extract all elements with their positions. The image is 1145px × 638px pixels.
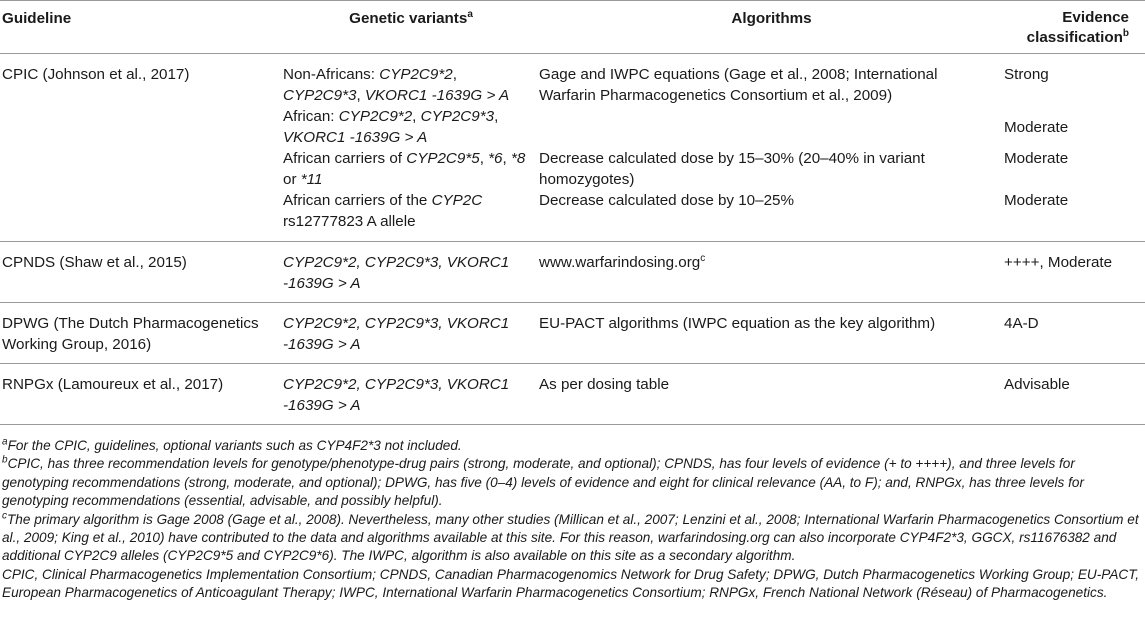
footnote-b: $^b$CPIC, has three recommendation levels for genotype/phenotype-drug pairs (strong, moderate, and optional); CPNDS, has four levels of evidence (+ to ++++), and three levels for genotyping recommendations (strong, moderate, and optional); DPWG, has five (0–4) levels of evidence and eight for clinical relevance (AA, to F); and, RNPGx, has three levels for genotyping recommendations (essential, advisable, and possibly helpful). bbox=[2, 454, 1084, 509]
rnpgx-guideline: RNPGx (Lamoureux et al., 2017) bbox=[0, 364, 283, 425]
footnote-abbreviations: CPIC, Clinical Pharmacogenetics Implementation Consortium; CPNDS, Canadian Pharmacogenomics Network for Drug Safety; DPWG, Dutch Pharmacogenetics Working Group; EU-PACT, European Pharmacogenetics of Anticoagulant Therapy; IWPC, International Warfarin Pharmacogenetics Consortium; RNPGx, French National Network (Réseau) of Pharmacogenetics. bbox=[2, 566, 1140, 601]
table-row bbox=[0, 106, 1145, 148]
cpnds-variants: CYP2C9*2, CYP2C9*3, VKORC1 -1639G > A bbox=[283, 242, 539, 303]
table-row bbox=[0, 242, 1145, 303]
header-evidence: Evidence classification$^b$ bbox=[1004, 1, 1145, 54]
cpic-variants-3: African carriers of CYP2C9*5, *6, *8 or *11 bbox=[283, 150, 526, 188]
cpic-guideline: CPIC (Johnson et al., 2017) bbox=[2, 66, 190, 83]
cpic-evidence-2: Moderate bbox=[1004, 118, 1069, 136]
cpic-evidence-4: Moderate bbox=[1004, 190, 1145, 242]
cpic-algorithm-1: Gage and IWPC equations (Gage et al., 2008; International Warfarin Pharmacogenetics Consortium et al., 2009) bbox=[539, 66, 938, 104]
cpnds-algorithm: www.warfarindosing.org$^c$ bbox=[539, 242, 1004, 303]
table-row bbox=[0, 148, 1145, 190]
table-row bbox=[0, 190, 1145, 242]
cpic-evidence-3: Moderate bbox=[1004, 150, 1069, 167]
table-row bbox=[0, 364, 1145, 425]
rnpgx-algorithm: As per dosing table bbox=[539, 364, 1004, 425]
dpwg-variants: CYP2C9*2, CYP2C9*3, VKORC1 -1639G > A bbox=[283, 303, 539, 364]
dpwg-algorithm: EU-PACT algorithms (IWPC equation as the key algorithm) bbox=[539, 303, 1004, 364]
cpic-variants-1: Non-Africans: CYP2C9*2, CYP2C9*3, VKORC1 -1639G > A bbox=[283, 66, 510, 104]
table-footnotes bbox=[2, 437, 1142, 603]
dpwg-guideline: DPWG (The Dutch Pharmacogenetics Working Group, 2016) bbox=[0, 303, 283, 364]
header-row bbox=[0, 1, 1145, 54]
header-guideline: Guideline bbox=[0, 1, 283, 54]
cpic-variants-4: African carriers of the CYP2C rs12777823 A allele bbox=[283, 190, 539, 242]
rnpgx-variants: CYP2C9*2, CYP2C9*3, VKORC1 -1639G > A bbox=[283, 364, 539, 425]
cpnds-guideline: CPNDS (Shaw et al., 2015) bbox=[0, 242, 283, 303]
cpnds-evidence: ++++, Moderate bbox=[1004, 242, 1145, 303]
table-row bbox=[0, 303, 1145, 364]
table-row bbox=[0, 54, 1145, 107]
cpic-variants-2: African: CYP2C9*2, CYP2C9*3, VKORC1 -1639G > A bbox=[283, 108, 499, 146]
cpic-evidence-1: Strong bbox=[1004, 66, 1049, 83]
dpwg-evidence: 4A-D bbox=[1004, 303, 1145, 364]
header-variants: Genetic variants$^a$ bbox=[283, 1, 539, 54]
footnote-a: $^a$For the CPIC, guidelines, optional variants such as CYP4F2*3 not included. bbox=[2, 436, 462, 453]
footnote-c: $^c$The primary algorithm is Gage 2008 (Gage et al., 2008). Nevertheless, many other studies (Millican et al., 2007; Lenzini et al., 2008; International Warfarin Pharmacogenetics Consortium et al., 2009; King et al., 2010) have contributed to the data and algorithms available at this site. For this reason, warfarindosing.org can also incorporate CYP4F2*3, GGCX, rs11676382 and additional CYP2C9 alleles (CYP2C9*5 and CYP2C9*6). The IWPC, algorithm is also available on this site as a secondary algorithm. bbox=[2, 510, 1139, 564]
cpic-algorithm-3: Decrease calculated dose by 15–30% (20–40% in variant homozygotes) bbox=[539, 150, 925, 188]
rnpgx-evidence: Advisable bbox=[1004, 364, 1145, 425]
header-algorithms: Algorithms bbox=[539, 1, 1004, 54]
cpic-algorithm-4: Decrease calculated dose by 10–25% bbox=[539, 190, 1004, 242]
